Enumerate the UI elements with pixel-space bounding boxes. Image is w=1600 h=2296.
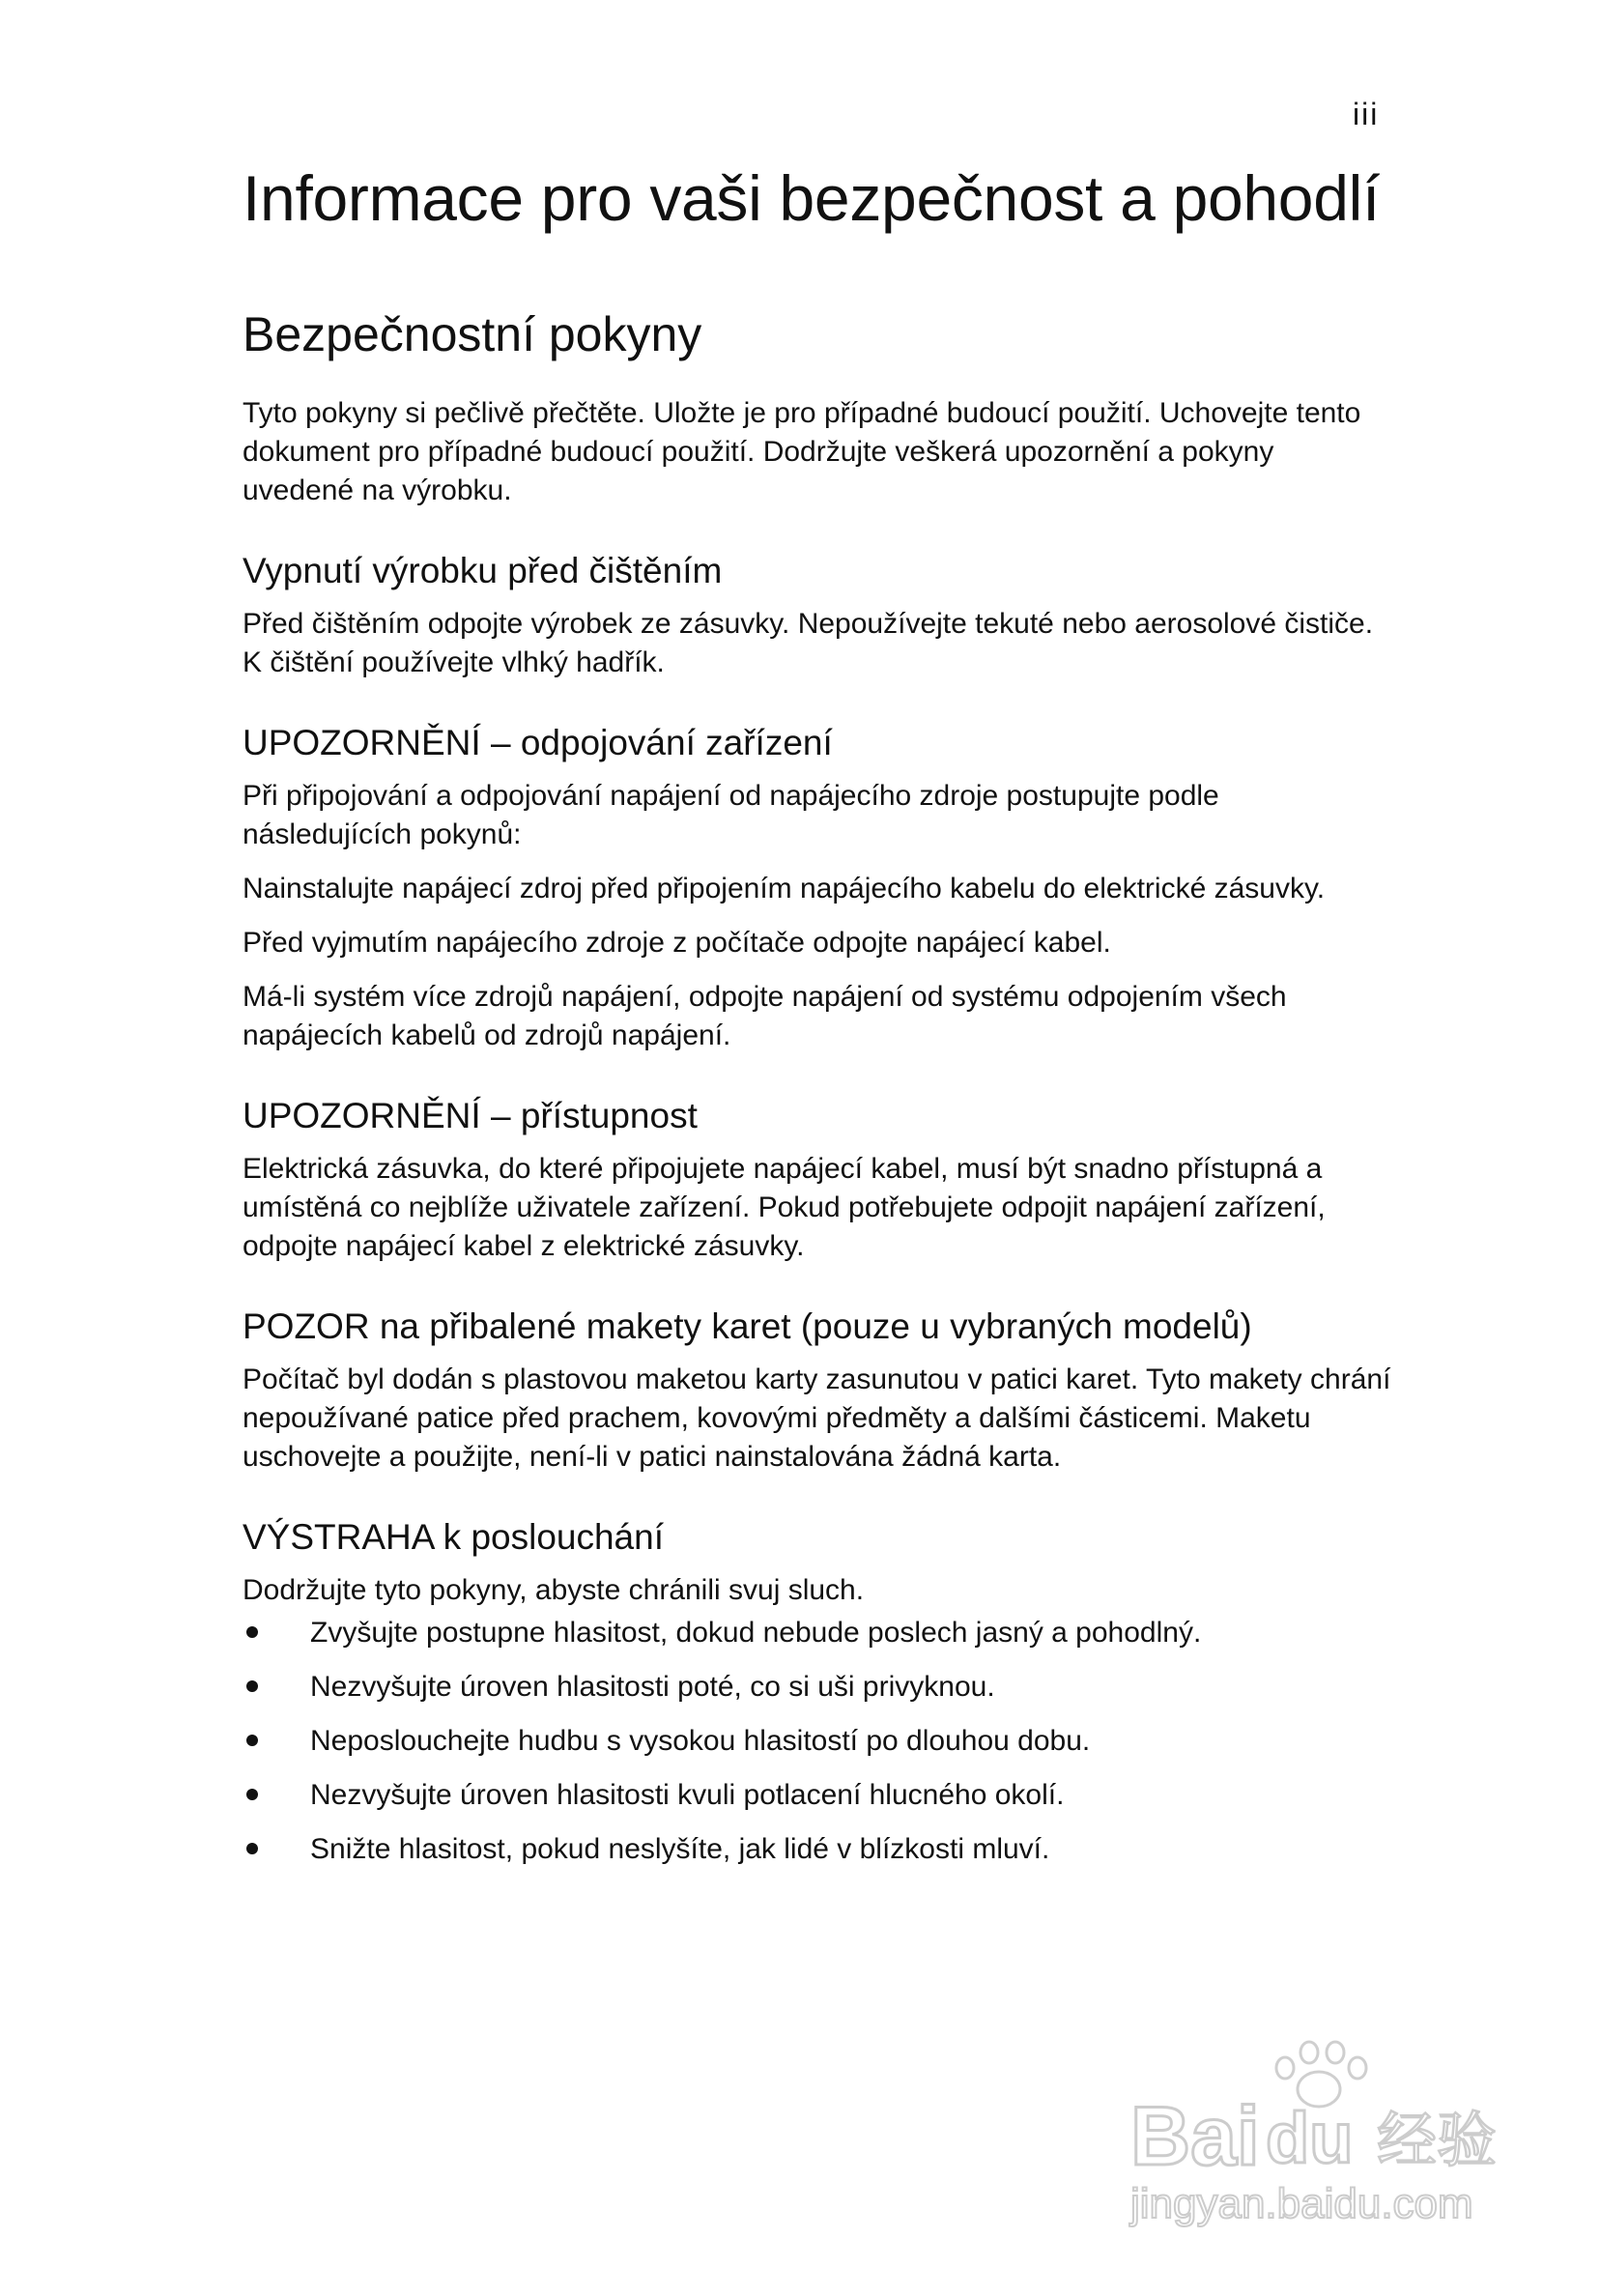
subsection-paragraph: Při připojování a odpojování napájení od napájecího zdroje postupujte podle následujících pokynů: [243,780,1219,850]
listening-bullet-list [243,1614,1392,1869]
bullet-icon [246,1680,258,1692]
svg-text:du: du [1266,2098,1354,2178]
list-item-text: Zvyšujte postupne hlasitost, dokud nebude poslech jasný a pohodlný. [310,1617,1202,1649]
subsection-heading-disconnecting: UPOZORNĚNÍ – odpojování zařízení [243,723,833,762]
subsection-heading-accessibility: UPOZORNĚNÍ – přístupnost [243,1096,698,1135]
bullet-icon [246,1843,258,1854]
subsection-heading-dummy-cards: POZOR na přibalené makety karet (pouze u vybraných modelů) [243,1306,1252,1346]
bullet-icon [246,1789,258,1800]
page-number: iii [1353,97,1380,131]
svg-text:Bai: Bai [1130,2090,1260,2183]
subsection-heading-listening: VÝSTRAHA k poslouchání [243,1517,664,1557]
subsection-paragraph: Před vyjmutím napájecího zdroje z počítače odpojte napájecí kabel. [243,927,1111,959]
list-item-text: Snižte hlasitost, pokud neslyšíte, jak lidé v blízkosti mluví. [310,1833,1050,1865]
subsection-paragraph: Elektrická zásuvka, do které připojujete napájecí kabel, musí být snadno přístupná a umístěná co nejblíže uživatele zařízení. Pokud potřebujete odpojit napájení zařízení, odpojte napájecí kabel z elektrické zásuvky. [243,1153,1326,1262]
list-item [243,1722,1392,1761]
svg-text:经验: 经验 [1377,2105,1498,2175]
list-item-text: Nezvyšujte úroven hlasitosti poté, co si uši privyknou. [310,1671,995,1703]
subsection-paragraph: Nainstalujte napájecí zdroj před připojením napájecího kabelu do elektrické zásuvky. [243,873,1326,904]
subsection-paragraph: Má-li systém více zdrojů napájení, odpojte napájení od systému odpojením všech napájecích kabelů od zdrojů napájení. [243,981,1287,1051]
intro-paragraph: Tyto pokyny si pečlivě přečtěte. Uložte je pro případné budoucí použití. Uchovejte tento dokument pro případné budoucí použití. Dodržujte veškerá upozornění a pokyny uvedené na výrobku. [243,397,1361,506]
document-title: Informace pro vaši bezpečnost a pohodlí [243,162,1381,234]
subsection-paragraph: Dodržujte tyto pokyny, abyste chránili svuj sluch. [243,1574,865,1606]
list-item-text: Neposlouchejte hudbu s vysokou hlasitostí po dlouhou dobu. [310,1725,1091,1757]
subsection-paragraph: Před čištěním odpojte výrobek ze zásuvky. Nepoužívejte tekuté nebo aerosolové čističe. K čištění používejte vlhký hadřík. [243,608,1374,678]
subsection-paragraph: Počítač byl dodán s plastovou maketou karty zasunutou v patici karet. Tyto makety chrání nepoužívané patice před prachem, kovovými předměty a dalšími částicemi. Maketu uschovejte a použijte, není-li v patici nainstalována žádná karta. [243,1363,1391,1473]
bullet-icon [246,1735,258,1746]
list-item-text: Nezvyšujte úroven hlasitosti kvuli potlacení hlucného okolí. [310,1779,1065,1811]
baidu-watermark-logo [1121,2039,1507,2232]
section-title: Bezpečnostní pokyny [243,307,702,361]
list-item [243,1668,1392,1707]
bullet-icon [246,1626,258,1638]
subsection-heading-cleaning: Vypnutí výrobku před čištěním [243,551,723,590]
watermark-url: jingyan.baidu.com [1130,2180,1473,2227]
list-item [243,1776,1392,1815]
document-body [243,155,1392,1884]
list-item [243,1830,1392,1869]
list-item [243,1614,1392,1652]
